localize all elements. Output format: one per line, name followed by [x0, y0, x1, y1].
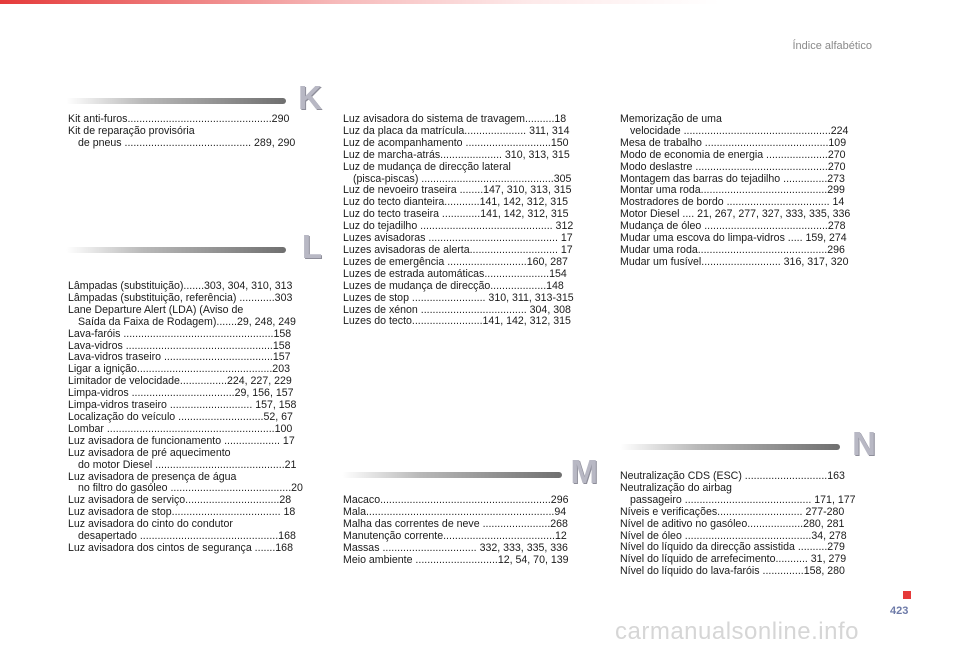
index-entry: Kit de reparação provisória	[68, 124, 195, 137]
index-entry: desapertado ...............................................168	[78, 530, 296, 543]
index-entry: Luzes do tecto........................141, 142, 312, 315	[343, 315, 571, 328]
index-entry: Limitador de velocidade................224, 227, 229	[68, 375, 292, 388]
index-entry: Mudar uma roda............................................296	[620, 243, 845, 256]
index-list-n	[620, 471, 876, 578]
index-list-k	[68, 114, 324, 150]
section-divider	[342, 472, 562, 478]
section-divider	[66, 98, 286, 104]
index-entry: Mala................................................................94	[343, 505, 567, 518]
section-divider	[66, 247, 286, 253]
index-entry: Mostradores de bordo ................................... 14	[620, 196, 845, 209]
index-entry: Lâmpadas (substituição).......303, 304, 310, 313	[68, 280, 293, 292]
index-entry: de pneus ........................................... 289, 290	[78, 136, 296, 149]
section-letter-k: K	[298, 79, 322, 116]
index-entry: Luzes de mudança de direcção...................148	[343, 279, 564, 292]
index-entry: Localização do veículo .............................52, 67	[68, 410, 293, 423]
index-entry: Luz avisadora do cinto do condutor	[68, 518, 233, 531]
page-marker-square	[903, 591, 911, 599]
index-entry: Luzes avisadoras ............................................ 17	[343, 232, 573, 245]
index-entry: Luz avisadora de serviço................................28	[68, 494, 292, 507]
index-entry: Neutralização do airbag	[620, 481, 732, 494]
index-entry: Meio ambiente ............................12, 54, 70, 139	[343, 553, 569, 566]
section-letter-l: L	[301, 228, 322, 265]
index-entry: Luz avisadora dos cintos de segurança .......168	[68, 541, 293, 554]
index-entry: Motor Diesel .... 21, 267, 277, 327, 333, 335, 336	[620, 208, 851, 221]
index-entry: Luzes avisadoras de alerta.............................. 17	[343, 243, 573, 256]
section-divider	[620, 444, 840, 450]
section-header-n	[620, 424, 876, 464]
index-entry: Lâmpadas (substituição, referência) ............303	[68, 291, 293, 304]
index-entry: Montagem das barras do tejadilho ...............273	[620, 172, 845, 185]
index-entry: Saída da Faixa de Rodagem).......29, 248, 249	[78, 315, 296, 328]
index-entry: Luz avisadora de funcionamento ................... 17	[68, 434, 295, 447]
index-entry: Luzes de stop ......................... 310, 311, 313-315	[343, 291, 574, 304]
index-entry: Nível do líquido de arrefecimento........... 31, 279	[620, 553, 847, 566]
index-entry: Luzes de xénon .................................... 304, 308	[343, 303, 571, 316]
index-entry: Luz avisadora de presença de água	[68, 470, 237, 483]
index-entry: Manutenção corrente......................................12	[343, 529, 567, 542]
index-entry: Memorização de uma	[620, 113, 722, 125]
index-entry: Luz avisadora do sistema de travagem..........18	[343, 113, 567, 125]
index-entry: Luz da placa da matrícula..................... 311, 314	[343, 124, 570, 137]
section-header-l	[66, 227, 322, 267]
index-entry: Macaco..........................................................296	[343, 494, 569, 506]
index-entry: Luzes de estrada automáticas......................154	[343, 267, 567, 280]
index-entry: (pisca-piscas) .............................................305	[353, 172, 572, 185]
index-entry: Luz de acompanhamento .............................150	[343, 136, 569, 149]
section-letter-m: M	[570, 453, 598, 490]
index-entry: Montar uma roda...........................................299	[620, 184, 845, 197]
index-entry: Nível do líquido da direcção assistida ..........279	[620, 541, 845, 554]
index-entry: Nível do líquido do lava-faróis ..............158, 280	[620, 565, 845, 578]
index-entry: Massas ................................ 332, 333, 335, 336	[343, 541, 568, 554]
index-entry: Luz de mudança de direcção lateral	[343, 160, 511, 173]
index-entry: Nível de aditivo no gasóleo...................280, 281	[620, 517, 845, 530]
index-entry: Luz de nevoeiro traseira ........147, 310, 313, 315	[343, 184, 572, 197]
index-entry: Kit anti-furos.................................................290	[68, 113, 290, 125]
index-entry: Luz avisadora de stop..................................... 18	[68, 506, 296, 519]
page-number: 423	[890, 605, 909, 617]
index-entry: Lane Departure Alert (LDA) (Aviso de	[68, 303, 244, 316]
section-letter-n: N	[852, 425, 876, 462]
index-entry: Lombar .........................................................100	[68, 422, 293, 435]
index-entry: Luz do tecto traseira .............141, 142, 312, 315	[343, 208, 569, 221]
index-entry: Luz avisadora de pré aquecimento	[68, 446, 231, 459]
index-entry: Mudar um fusível........................... 316, 317, 320	[620, 255, 849, 268]
index-entry: do motor Diesel ............................................21	[78, 458, 297, 471]
index-entry: Mudar uma escova do limpa-vidros ..... 159, 274	[620, 232, 847, 245]
index-entry: Mudança de óleo ..........................................278	[620, 220, 846, 233]
index-entry: Lava-vidros traseiro .....................................157	[68, 351, 291, 364]
index-list-m-continued	[620, 114, 876, 269]
index-entry: Lava-faróis ...................................................158	[68, 327, 292, 340]
index-entry: Malha das correntes de neve .......................268	[343, 517, 568, 530]
section-header-m	[342, 452, 598, 492]
index-entry: passageiro ........................................... 171, 177	[630, 493, 856, 506]
index-entry: Lava-vidros ..................................................158	[68, 339, 291, 352]
index-list-l	[68, 281, 324, 555]
index-entry: Mesa de trabalho ..........................................109	[620, 136, 847, 149]
index-entry: Luz de marcha-atrás..................... 310, 313, 315	[343, 148, 570, 161]
index-list-m	[343, 495, 599, 566]
index-entry: Luz do tejadilho ............................................. 312	[343, 220, 574, 233]
index-list-l-continued	[343, 114, 599, 328]
section-header-k	[66, 78, 322, 118]
index-entry: Ligar a ignição..............................................203	[68, 363, 290, 376]
index-entry: no filtro do gasóleo .........................................20	[78, 482, 303, 495]
index-entry: Luzes de emergência ...........................160, 287	[343, 255, 568, 268]
index-entry: Luz do tecto dianteira............141, 142, 312, 315	[343, 196, 568, 209]
index-entry: Modo deslastre .............................................270	[620, 160, 846, 173]
index-entry: Níveis e verificações............................. 277-280	[620, 505, 845, 518]
index-entry: Limpa-vidros ...................................29, 156, 157	[68, 387, 294, 400]
index-entry: Neutralização CDS (ESC) ............................163	[620, 470, 845, 482]
index-entry: Limpa-vidros traseiro ............................ 157, 158	[68, 399, 297, 412]
page-header-title: Índice alfabético	[792, 40, 872, 52]
watermark: carmanualsonline.info	[615, 618, 859, 645]
index-entry: velocidade ..................................................224	[630, 124, 849, 137]
index-entry: Nível de óleo ...........................................34, 278	[620, 529, 847, 542]
top-accent-bar	[0, 0, 960, 4]
index-entry: Modo de economia de energia .....................270	[620, 148, 846, 161]
